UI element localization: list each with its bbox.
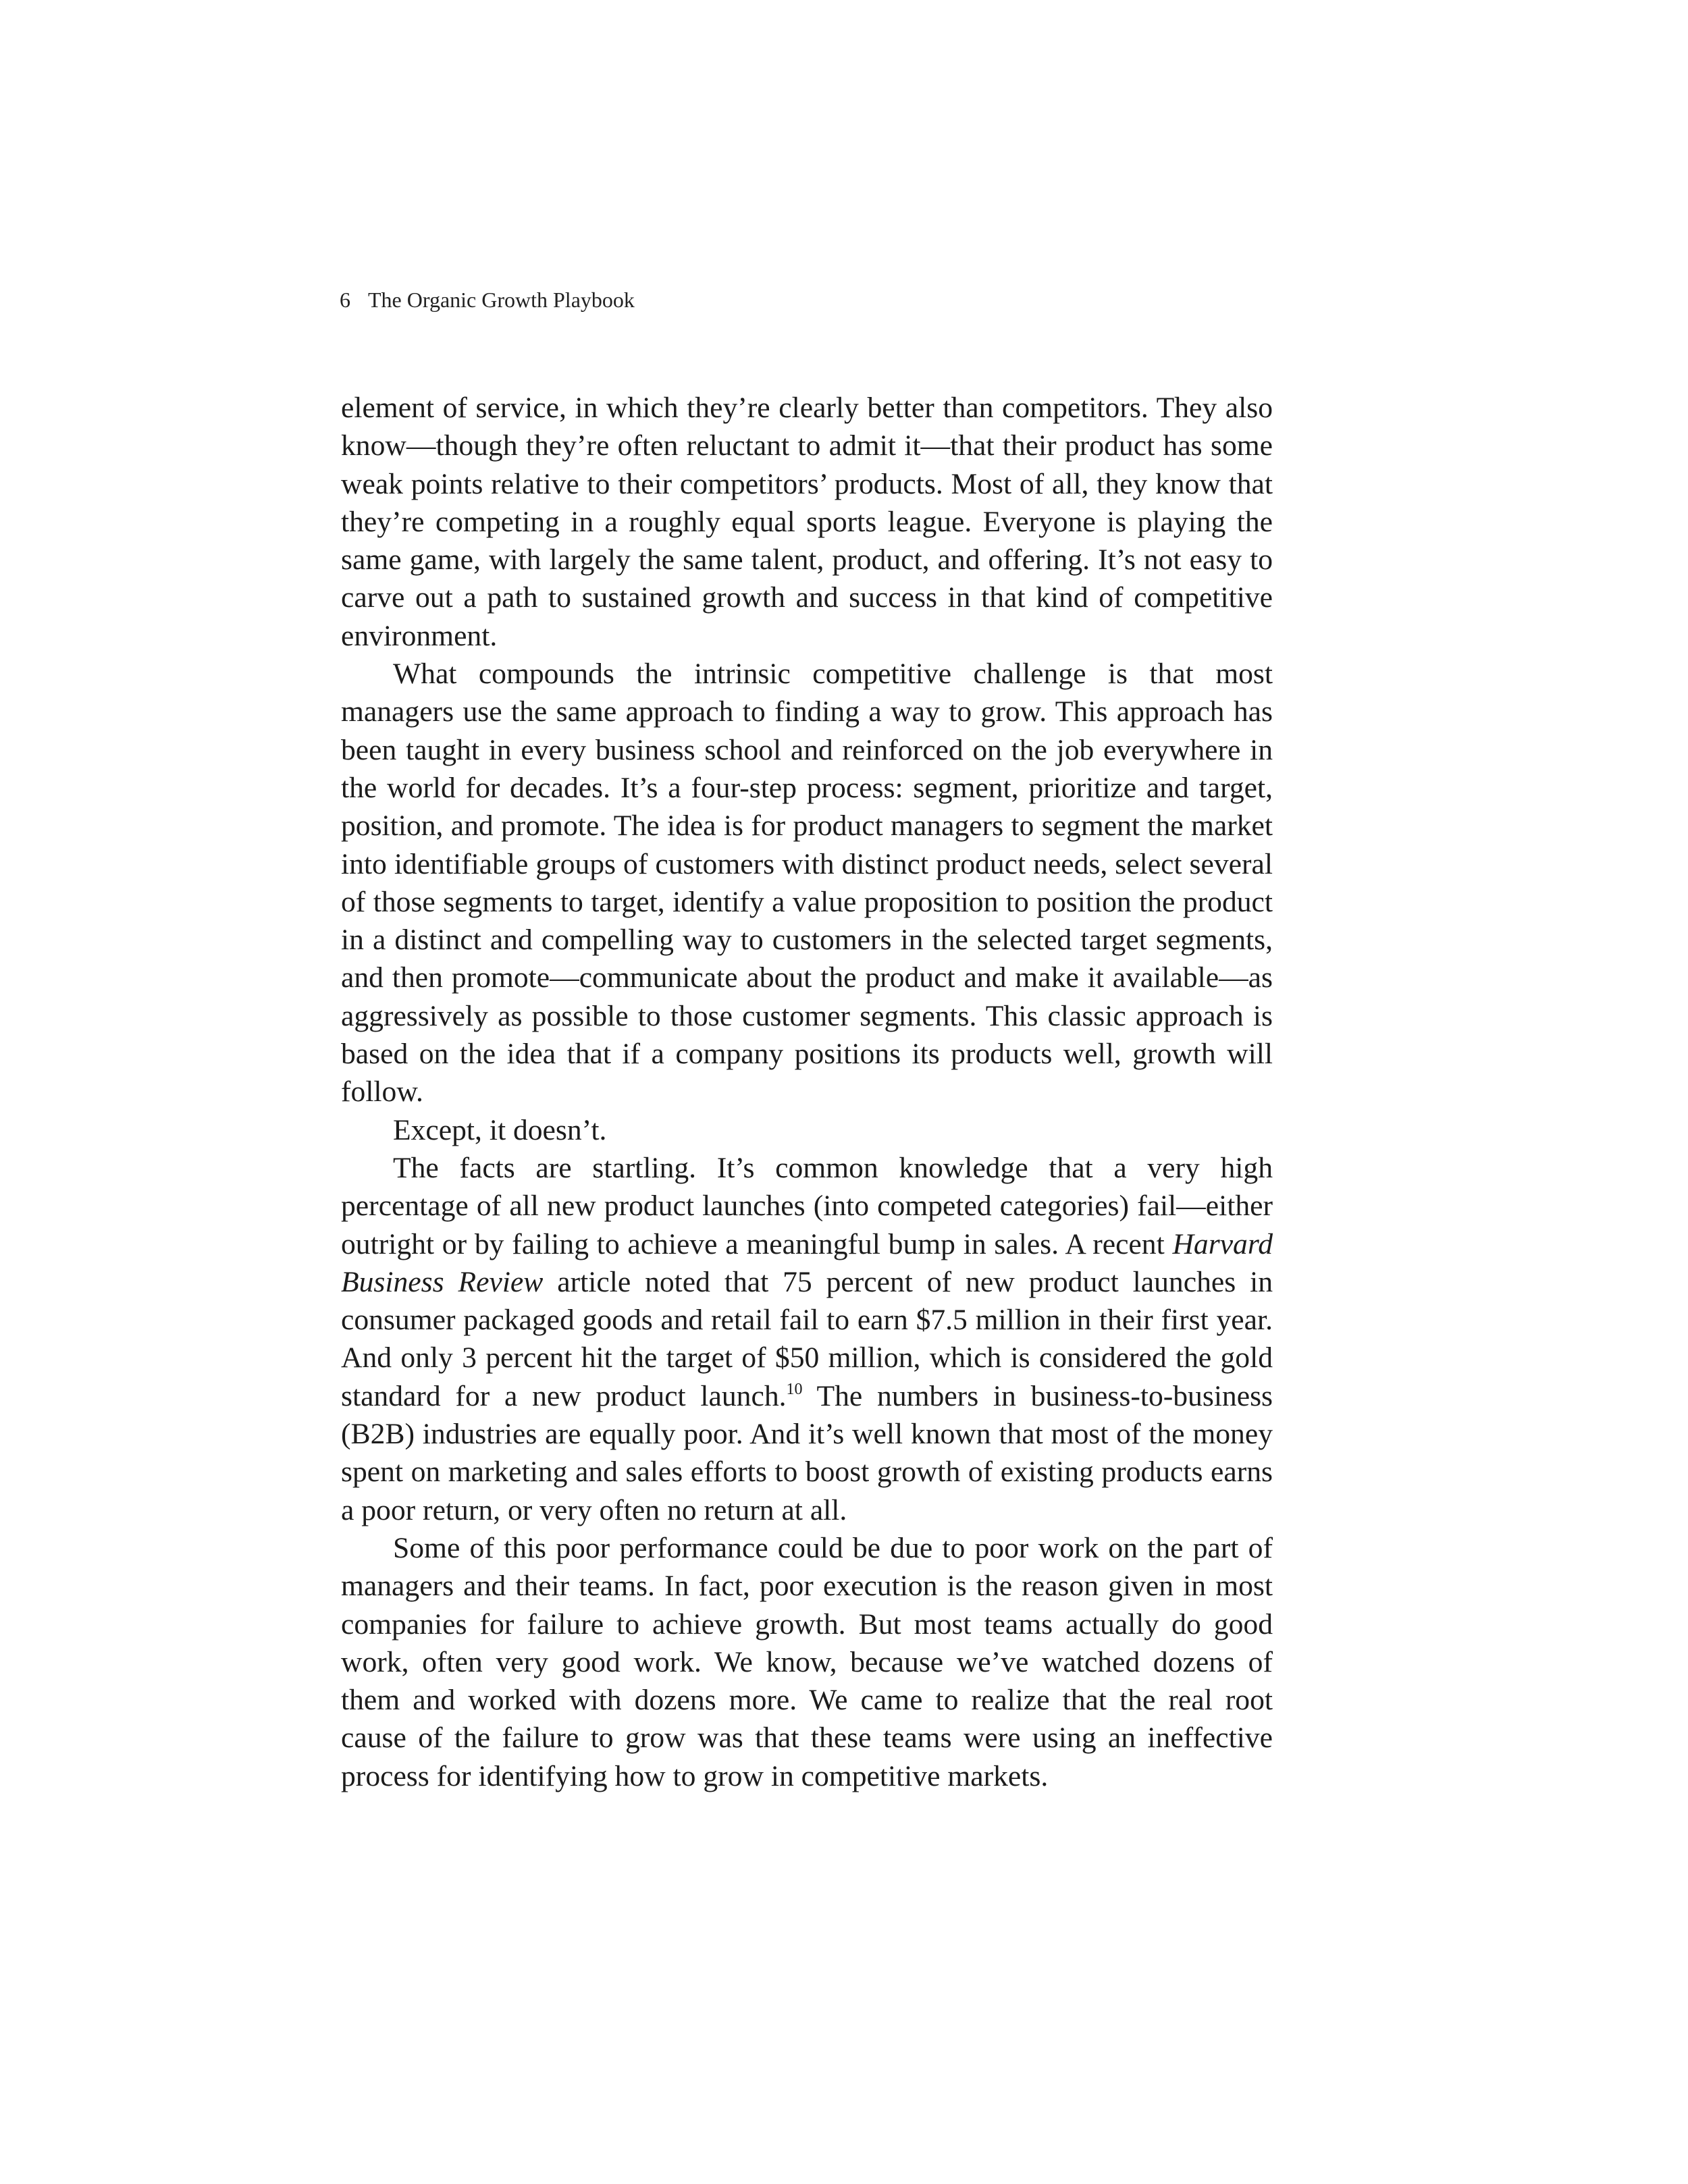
footnote-marker[interactable]: 10 — [786, 1380, 803, 1398]
paragraph-4-part-2: article noted that 75 percent of new product launches in consumer packaged goods and retail fail to earn $7.5 million in their first year. And only 3 percent hit the target of $50 million, which is considered the gold standard for a new product launch. — [341, 1265, 1273, 1412]
paragraph-3: Except, it doesn’t. — [393, 1113, 607, 1146]
running-head — [340, 286, 635, 313]
paragraph-4-part-1: The facts are startling. It’s common knowledge that a very high percentage of all new product launches (into competed categories) fail—either outright or by failing to achieve a meaningful bump in sales. A recent — [341, 1151, 1273, 1260]
body-text — [341, 389, 1273, 1795]
paragraph-2: What compounds the intrinsic competitive challenge is that most managers use the same approach to finding a way to grow. This approach has been taught in every business school and reinforced on the job everywhere in the world for decades. It’s a four-step process: segment, prioritize and target, position, and promote. The idea is for product managers to segment the market into identifiable groups of customers with distinct product needs, select several of those segments to target, identify a value proposition to position the product in a distinct and compelling way to customers in the selected target segments, and then promote—communicate about the product and make it available—as aggressively as possible to those customer segments. This classic approach is based on the idea that if a company positions its products well, growth will follow. — [341, 658, 1273, 1109]
paragraph-5: Some of this poor performance could be due to poor work on the part of managers and their teams. In fact, poor execution is the reason given in most companies for failure to achieve growth. But most teams actually do good work, often very good work. We know, because we’ve watched dozens of them and worked with dozens more. We came to realize that the real root cause of the failure to grow was that these teams were using an ineffective process for identifying how to grow in competitive markets. — [341, 1531, 1273, 1792]
paragraph-1: element of service, in which they’re clearly better than competitors. They also know—though they’re often reluctant to admit it—that their product has some weak points relative to their competitors’ products. Most of all, they know that they’re competing in a roughly equal sports league. Everyone is playing the same game, with largely the same talent, product, and offering. It’s not easy to carve out a path to sustained growth and success in that kind of competitive environment. — [341, 392, 1273, 652]
book-title: The Organic Growth Playbook — [368, 288, 635, 312]
paragraph-4 — [341, 1149, 1273, 1529]
journal-title: Harvard Business Review — [341, 1227, 1273, 1298]
paragraph-4-part-3: The numbers in business-to-business (B2B) industries are equally poor. And it’s well known that most of the money spent on marketing and sales efforts to boost growth of existing products earns a poor return, or very often no return at all. — [341, 1379, 1273, 1526]
page-number: 6 — [340, 288, 350, 312]
